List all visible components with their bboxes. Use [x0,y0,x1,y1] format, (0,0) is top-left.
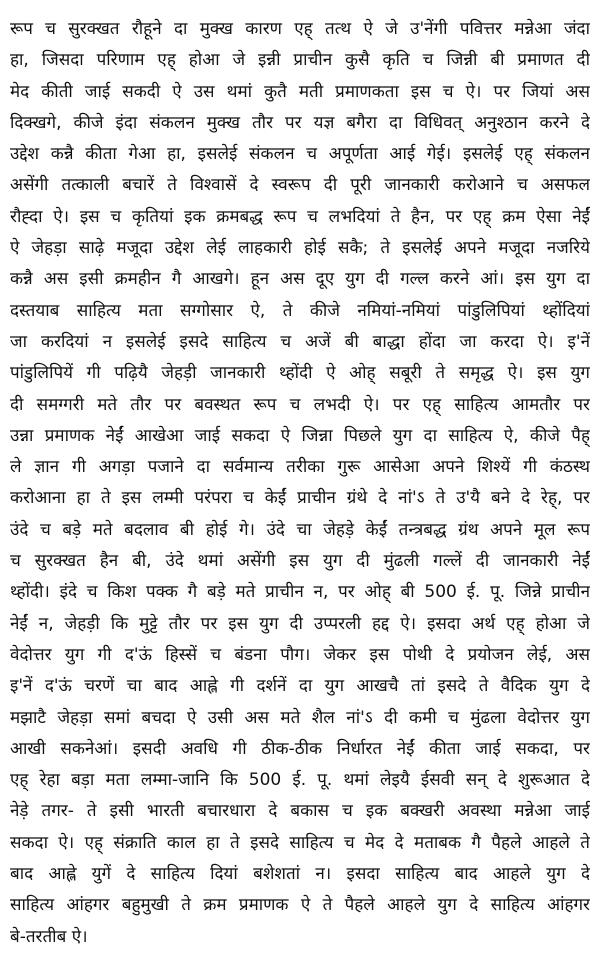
text-line-15: ले ज्ञान गी अगड़ा पजाने दा सर्वमान्य तरीका गुरू आसेआ अपने शिश्यें गी कंठस्थ [10,457,590,478]
text-line-21: वेदोत्तर युग गी द'ऊं हिस्सें च बंडना पौग। जेकर इस पोथी दे प्रयोजन लेई, अस [10,644,590,665]
text-line-3: मेद कीती जाई सकदी ऐ उस थमां कुतै मती प्रमाणकता इस च ऐ। पर जियां अस [10,81,590,102]
text-line-7: रौह्दा ऐ। इस च कृतियां इक क्रमबद्ध रूप च लभदियां ते हैन, पर एह् क्रम ऐसा नेईं [10,206,590,227]
text-line-24: आखी सकनेआं। इसदी अवधि गी ठीक-ठीक निर्धारत नेईं कीता जाई सकदा, पर [10,738,590,759]
text-line-27: सकदा ऐ। एह् संक्राति काल हा ते इसदे साहित्य च मेद दे मताबक गै पैहले आहले ते [10,832,590,853]
text-line-9: कन्नै अस इसी क्रमहीन गै आखगे। हून अस दूए युग दी गल्ल करने आं। इस युग दा [10,269,590,290]
text-line-5: उद्देश कन्नै कीता गेआ हा, इसलेई संकलन च अपूर्णता आई गेई। इसलेई एह् संकलन [10,144,590,165]
text-line-18: च सुरक्खत हैन बी, उंदे थमां असेंगी इस युग दी मुंढली गल्लें दी जानकारी नेईं [10,551,590,572]
text-line-26: नेड़े तगर- ते इसी भारती बचारधारा दे बकास च इक बक्खरी अवस्था मन्नेआ जाई [10,801,590,822]
text-line-29: साहित्य आंहगर बहुमुखी ते क्रम प्रमाणक ऐ ते पैहले आहले युग दे साहित्य आंहगर [10,895,590,916]
document-page [10,14,590,953]
text-line-14: उन्ना प्रमाणक नेईं आखेआ जाई सकदा ऐ जिन्ना पिछले युग दा साहित्य ऐ, कीजे पैह् [10,425,590,446]
text-line-16: करोआना हा ते इस लम्मी परंपरा च केईं प्राचीन ग्रंथे दे नां'ऽ ते उ'यै बने दे रेह्, पर [10,488,590,509]
text-line-12: पांडुलिपियें गी पढ़ियै जेहड़ी जानकारी थ्होंदी ऐ ओह् सबूरी ते समृद्ध ऐ। इस युग [10,363,590,384]
text-line-10: दस्तयाब साहित्य मता सग्गोसार ऐ, ते कीजे नमियां-नमियां पांडुलिपियां थ्होंदियां [10,300,590,321]
text-line-8: ऐ जेहड़ा साढ़े मजूदा उद्देश लेई लाहकारी होई सकै; ते इसलेई अपने मजूदा नजरिये [10,238,590,259]
text-line-20: नेईं न, जेहड़ी कि मुट्टे तौर पर इस युग दी उप्परली हद्द ऐ। इसदा अर्थ एह् होआ जे [10,613,590,634]
text-line-17: उंदे च बड़े मते बदलाव बी होई गे। उंदे चा जेहड़े केईं तन्त्रबद्ध ग्रंथ अपने मूल रूप [10,519,590,540]
text-line-6: असेंगी तत्काली बचारें ते विश्वासें दे स्वरूप दी पूरी जानकारी करोआने च असफल [10,175,590,196]
text-line-30: बे-तरतीब ऐ। [10,926,88,947]
text-line-28: बाद आह्ले युगें दे साहित्य दियां बशेशतां न। इसदा साहित्य बाद आहले युग दे [10,864,590,885]
text-line-11: जा करदियां न इसलेई इसदे साहित्य च अजें बी बाद्धा होंदा जा करदा ऐ। इ'नें [10,331,590,352]
text-line-4: दिक्खगे, कीजे इंदा संकलन मुक्ख तौर पर यज्ञ बगैरा दा विधिवत् अनुश्ठान करने दे [10,112,590,133]
text-line-25: एह् रेहा बड़ा मता लम्मा-जानि कि 500 ई. पू. थमां लेइयै ईसवी सन् दे शुरूआत दे [10,770,590,791]
text-line-22: इ'नें द'ऊं चरणें चा बाद आह्ले गी दर्शनें दा युग आखचै तां इसदे ते वैदिक युग दे [10,676,590,697]
text-line-19: थ्होंदी। इंदे च किश पक्क गै बड़े मते प्राचीन न, पर ओह् बी 500 ई. पू. जिन्ने प्राचीन [10,582,590,603]
text-line-1: रूप च सुरक्खत रौहूने दा मुक्ख कारण एह् तत्थ ऐ जे उ'नेंगी पवित्तर मन्नेआ जंदा [10,19,590,39]
text-line-2: हा, जिसदा परिणाम एह् होआ जे इन्नी प्राचीन कुसै कृति च जिन्नी बी प्रमाणत दी [10,50,590,71]
text-line-13: दी समग्गरी मते तौर पर बवस्थत रूप च लभदी ऐ। पर एह् साहित्य आमतौर पर [10,394,590,415]
text-line-23: मझाटै जेहड़ा समां बचदा ऐ उसी अस मते शैल नां'ऽ दी कमी च मुंढला वेदोत्तर युग [10,707,590,728]
